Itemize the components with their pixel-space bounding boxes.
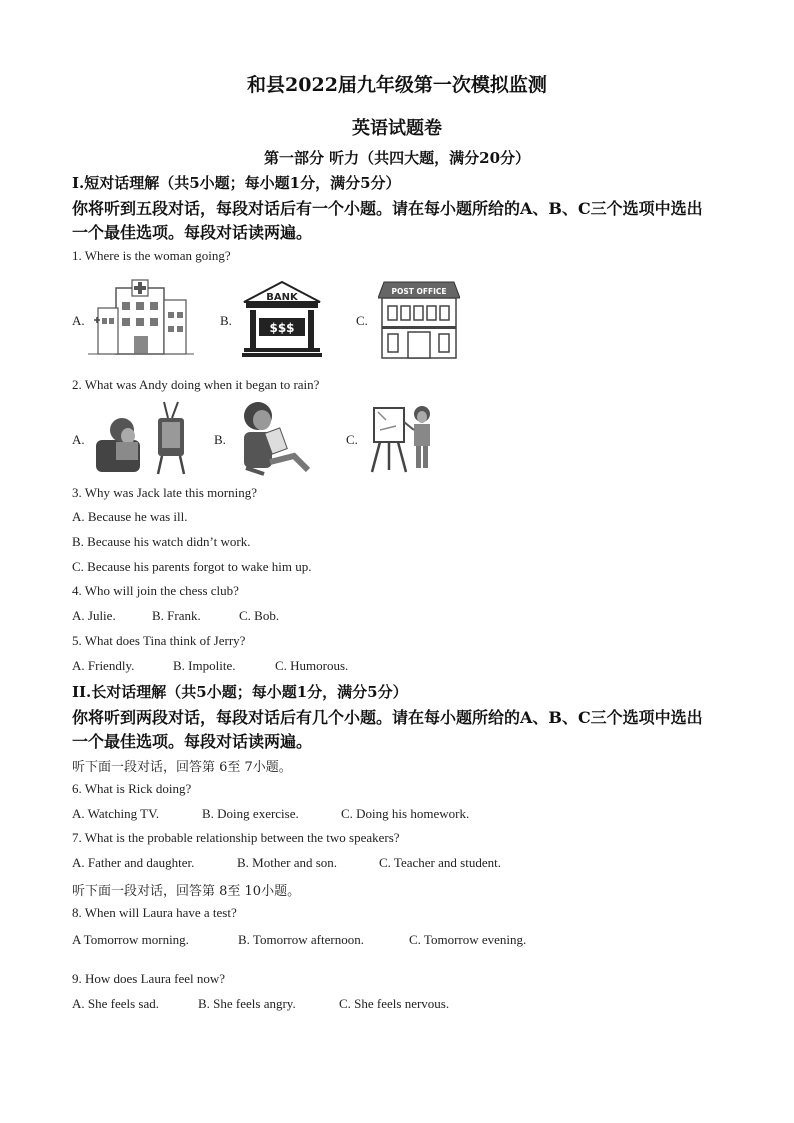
option-label[interactable]: C. Tomorrow evening. [409, 932, 527, 947]
exam-title: 和县2022届九年级第一次模拟监测 [247, 74, 547, 96]
question-text: 8. When will Laura have a test? [72, 905, 237, 920]
post-office-picture [378, 280, 460, 364]
option-label[interactable]: C. Because his parents forgot to wake him up. [72, 559, 312, 574]
exam-subtitle: 英语试题卷 [352, 118, 442, 139]
boy-painting-picture [366, 400, 436, 480]
option-label[interactable]: A. Watching TV. [72, 806, 160, 821]
option-label[interactable]: A. She feels sad. [72, 996, 160, 1011]
option-label[interactable]: B. Tomorrow afternoon. [238, 932, 364, 947]
hospital-picture [88, 278, 194, 362]
bank-money-sign: $$$ [269, 321, 295, 335]
section-heading: II.长对话理解（共5小题；每小题1分，满分5分） [72, 683, 408, 701]
bank-picture [242, 280, 322, 362]
option-label[interactable]: C. [346, 432, 358, 447]
option-label[interactable]: B. [220, 313, 232, 328]
option-label[interactable]: A Tomorrow morning. [72, 932, 189, 947]
option-label[interactable]: A. Father and daughter. [72, 855, 195, 870]
option-label[interactable]: A. [72, 432, 85, 447]
boy-reading-picture [234, 400, 314, 480]
question-text: 5. What does Tina think of Jerry? [72, 633, 246, 648]
option-label[interactable]: C. Teacher and student. [379, 855, 501, 870]
option-label[interactable]: C. [356, 313, 368, 328]
post-office-sign: POST OFFICE [391, 287, 447, 296]
option-label[interactable]: B. Frank. [152, 608, 201, 623]
question-text: 2. What was Andy doing when it began to rain? [72, 377, 320, 392]
section-instructions: 一个最佳选项。每段对话读两遍。 [72, 223, 313, 242]
option-label[interactable]: A. Friendly. [72, 658, 135, 673]
option-label[interactable]: B. Because his watch didn’t work. [72, 534, 251, 549]
option-label[interactable]: C. Bob. [239, 608, 280, 623]
question-text: 1. Where is the woman going? [72, 248, 231, 263]
part-heading: 第一部分 听力（共四大题，满分20分） [263, 149, 531, 167]
option-label[interactable]: A. [72, 313, 85, 328]
question-text: 7. What is the probable relationship between the two speakers? [72, 830, 400, 845]
section-heading: I.短对话理解（共5小题；每小题1分，满分5分） [72, 174, 401, 192]
option-label[interactable]: C. Humorous. [275, 658, 349, 673]
option-label[interactable]: B. She feels angry. [198, 996, 296, 1011]
option-label[interactable]: A. Because he was ill. [72, 509, 188, 524]
question-text: 3. Why was Jack late this morning? [72, 485, 257, 500]
question-text: 4. Who will join the chess club? [72, 583, 239, 598]
option-label[interactable]: C. She feels nervous. [339, 996, 450, 1011]
option-label[interactable]: B. Mother and son. [237, 855, 338, 870]
boy-watching-tv-picture [92, 400, 188, 480]
bank-sign: BANK [266, 292, 298, 303]
option-label[interactable]: A. Julie. [72, 608, 116, 623]
option-label[interactable]: C. Doing his homework. [341, 806, 470, 821]
section-instructions: 你将听到五段对话，每段对话后有一个小题。请在每小题所给的A、B、C三个选项中选出 [72, 199, 703, 218]
section-instructions: 你将听到两段对话，每段对话后有几个小题。请在每小题所给的A、B、C三个选项中选出 [72, 708, 703, 727]
dialog-note: 听下面一段对话，回答第 8至 10小题。 [72, 884, 301, 899]
dialog-note: 听下面一段对话，回答第 6至 7小题。 [72, 760, 292, 775]
question-text: 9. How does Laura feel now? [72, 971, 226, 986]
option-label[interactable]: B. [214, 432, 226, 447]
question-text: 6. What is Rick doing? [72, 781, 192, 796]
section-instructions: 一个最佳选项。每段对话读两遍。 [72, 732, 313, 751]
option-label[interactable]: B. Doing exercise. [202, 806, 299, 821]
option-label[interactable]: B. Impolite. [173, 658, 236, 673]
